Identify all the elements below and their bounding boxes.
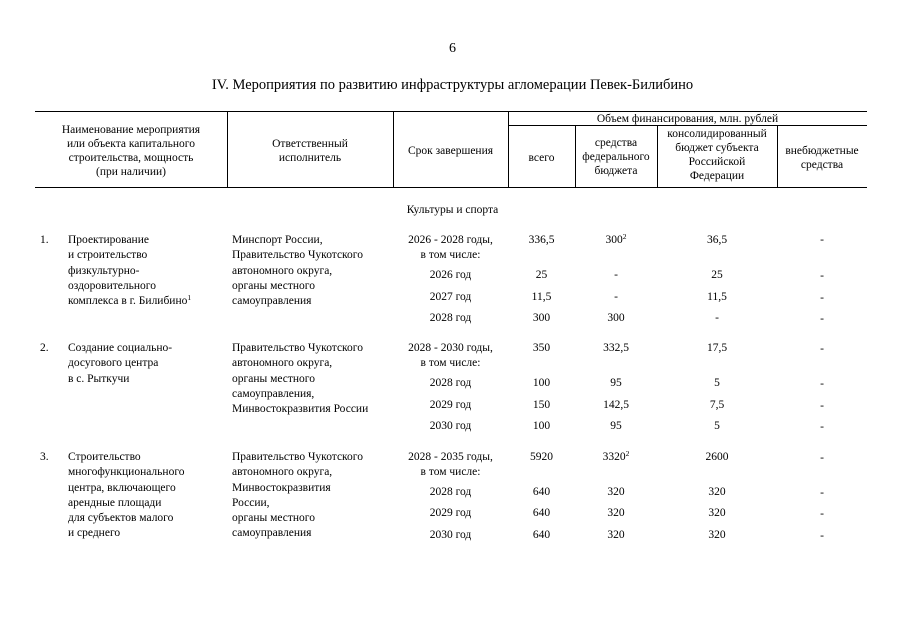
value-extra: - bbox=[820, 487, 824, 499]
value-regional: 25 bbox=[711, 269, 723, 281]
footnote-mark: 2 bbox=[625, 449, 630, 458]
value-regional: 5 bbox=[714, 377, 720, 389]
value-total: 350 bbox=[532, 342, 551, 354]
period-deadline: 2030 год bbox=[429, 420, 472, 432]
value-extra: - bbox=[820, 313, 824, 325]
row-number: 1. bbox=[40, 234, 49, 246]
period-deadline: 2028 - 2030 годы, в том числе: bbox=[408, 342, 493, 370]
value-federal: - bbox=[614, 291, 618, 303]
value-total: 150 bbox=[532, 399, 551, 411]
section-title: IV. Мероприятия по развитию инфраструктуры агломерации Певек-Билибино bbox=[211, 77, 694, 93]
value-total: 100 bbox=[532, 377, 551, 389]
value-extra: - bbox=[820, 508, 824, 520]
period-deadline: 2026 год bbox=[429, 269, 472, 281]
value-regional: 320 bbox=[708, 529, 726, 541]
row-executor: Минспорт России, Правительство Чукотского автономного округа, органы местного самоуправления bbox=[232, 234, 363, 308]
value-extra: - bbox=[820, 292, 824, 304]
header-deadline: Срок завершения bbox=[407, 145, 494, 157]
value-regional: 7,5 bbox=[709, 399, 725, 411]
value-total: 640 bbox=[532, 486, 551, 498]
value-regional: 5 bbox=[714, 420, 720, 432]
value-regional: 320 bbox=[708, 507, 726, 519]
row-executor: Правительство Чукотского автономного округа, Минвостокразвития России, органы местного самоуправления bbox=[232, 451, 363, 540]
value-extra: - bbox=[820, 378, 824, 390]
value-regional: 2600 bbox=[705, 451, 729, 463]
value-extra: - bbox=[820, 343, 824, 355]
row-name: Строительство многофункционального центра, включающего арендные площади для субъектов малого и среднего bbox=[68, 451, 185, 540]
value-total: 336,5 bbox=[528, 234, 555, 246]
value-federal: 142,5 bbox=[603, 399, 629, 411]
value-regional: - bbox=[715, 312, 719, 324]
header-federal: средства федерального бюджета bbox=[582, 137, 650, 177]
value-total: 25 bbox=[535, 269, 548, 281]
row-number: 2. bbox=[40, 342, 49, 354]
page-number: 6 bbox=[449, 41, 456, 56]
value-extra: - bbox=[820, 452, 824, 464]
header-extra: внебюджетные средства bbox=[785, 145, 859, 171]
row-name: Создание социально- досугового центра в с. Рыткучи bbox=[68, 342, 173, 385]
value-federal: 95 bbox=[610, 377, 622, 389]
period-deadline: 2029 год bbox=[429, 507, 472, 519]
value-total: 5920 bbox=[530, 451, 553, 463]
value-total: 640 bbox=[532, 529, 551, 541]
value-federal: 320 bbox=[607, 486, 625, 498]
value-regional: 11,5 bbox=[707, 291, 727, 303]
value-federal: 320 bbox=[607, 529, 625, 541]
value-total: 640 bbox=[532, 507, 551, 519]
value-regional: 17,5 bbox=[706, 342, 728, 354]
period-deadline: 2028 год bbox=[429, 312, 472, 324]
value-extra: - bbox=[820, 421, 824, 433]
period-deadline: 2028 год bbox=[429, 486, 472, 498]
subsection-title: Культуры и спорта bbox=[406, 204, 499, 216]
header-financing: Объем финансирования, млн. рублей bbox=[596, 113, 779, 125]
value-regional: 36,5 bbox=[706, 234, 728, 246]
value-federal: 95 bbox=[610, 420, 622, 432]
row-name: Проектирование и строительство физкультурно- оздоровительного комплекса в г. Билибино$^1$ bbox=[68, 234, 192, 308]
value-extra: - bbox=[820, 234, 824, 246]
footnote-mark: 2 bbox=[622, 232, 627, 241]
table-header-bottom-rule bbox=[35, 187, 867, 188]
period-deadline: 2030 год bbox=[429, 529, 472, 541]
value-federal: - bbox=[614, 269, 618, 281]
period-deadline: 2028 - 2035 годы, в том числе: bbox=[408, 451, 493, 479]
value-total: 100 bbox=[532, 420, 551, 432]
value-federal: 300 bbox=[607, 312, 625, 324]
period-deadline: 2029 год bbox=[429, 399, 472, 411]
value-total: 300 bbox=[532, 312, 551, 324]
value-extra: - bbox=[820, 400, 824, 412]
value-federal: 320 bbox=[607, 507, 625, 519]
value-extra: - bbox=[820, 270, 824, 282]
header-total: всего bbox=[528, 152, 555, 164]
row-executor: Правительство Чукотского автономного округа, органы местного самоуправления, Минвостокразвития России bbox=[232, 342, 369, 416]
value-extra: - bbox=[820, 530, 824, 542]
period-deadline: 2026 - 2028 годы, в том числе: bbox=[408, 234, 493, 262]
value-federal: 3320$^2$ bbox=[602, 449, 630, 463]
period-deadline: 2027 год bbox=[429, 291, 472, 303]
header-regional: консолидированный бюджет субъекта Российской Федерации bbox=[667, 128, 767, 182]
value-total: 11,5 bbox=[531, 291, 552, 303]
footnote-mark: 1 bbox=[187, 293, 192, 303]
header-name: Наименование мероприятия или объекта капитального строительства, мощность (при наличии) bbox=[61, 124, 201, 178]
header-executor: Ответственный исполнитель bbox=[272, 138, 348, 164]
value-federal: $300^2$ bbox=[605, 232, 627, 246]
period-deadline: 2028 год bbox=[429, 377, 472, 389]
value-regional: 320 bbox=[708, 486, 726, 498]
row-number: 3. bbox=[40, 451, 49, 463]
value-federal: 332,5 bbox=[603, 342, 629, 354]
